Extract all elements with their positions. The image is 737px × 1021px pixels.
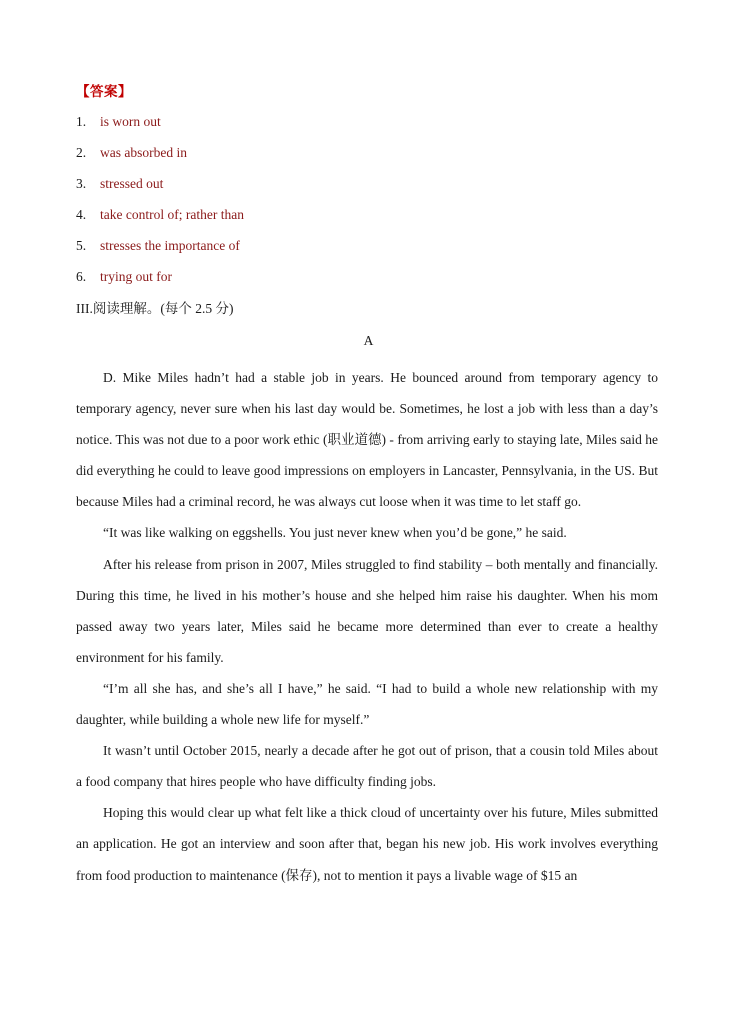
answer-text: take control of; rather than (100, 207, 244, 222)
answer-number: 4. (76, 207, 87, 222)
paragraph: Hoping this would clear up what felt like a thick cloud of uncertainty over his future, Miles submitted an application. He got an interview and soon after that, began his new job. His work involves everything from food production to maintenance (保存), not to mention it pays a livable wage of $15 an (76, 805, 658, 883)
paragraph: D. Mike Miles hadn’t had a stable job in years. He bounced around from temporary agency to temporary agency, never sure when his last day would be. Sometimes, he lost a job with less than a day’s notice. This was not due to a poor work ethic (职业道德) - from arriving early to staying late, Miles said he did everything he could to leave good impressions on employers in Lancaster, Pennsylvania, in the US. But because Miles had a criminal record, he was always cut loose when it was time to let staff go. (76, 370, 658, 510)
answer-header: 【答案】 (76, 84, 132, 100)
answer-number: 3. (76, 176, 87, 191)
answer-text: stresses the importance of (100, 238, 240, 253)
answer-item (76, 112, 244, 143)
paragraph: “I’m all she has, and she’s all I have,” he said. “I had to build a whole new relationship with my daughter, while building a whole new life for myself.” (76, 680, 658, 728)
answer-item (76, 174, 244, 205)
paragraph: It wasn’t until October 2015, nearly a decade after he got out of prison, that a cousin told Miles about a food company that hires people who have difficulty finding jobs. (76, 743, 658, 790)
answer-item (76, 236, 244, 267)
answer-text: is worn out (100, 114, 161, 129)
answer-number: 6. (76, 269, 87, 284)
answer-text: trying out for (100, 269, 172, 284)
passage-body (76, 362, 658, 891)
answer-list (76, 112, 244, 298)
section-title: III.阅读理解。(每个 2.5 分) (76, 301, 234, 316)
answer-number: 1. (76, 114, 87, 129)
paragraph: “It was like walking on eggshells. You just never knew when you’d be gone,” he said. (103, 525, 567, 541)
answer-number: 2. (76, 145, 87, 160)
answer-item (76, 205, 244, 236)
passage-label: A (363, 333, 374, 348)
answer-item (76, 143, 244, 174)
answer-item (76, 267, 244, 298)
answer-text: was absorbed in (100, 145, 187, 160)
answer-number: 5. (76, 238, 87, 253)
paragraph: After his release from prison in 2007, Miles struggled to find stability – both mentally and financially. During this time, he lived in his mother’s house and she helped him raise his daughter. When his mom passed away two years later, Miles said he became more determined than ever to create a healthy environment for his family. (76, 556, 658, 665)
answer-text: stressed out (100, 176, 164, 191)
